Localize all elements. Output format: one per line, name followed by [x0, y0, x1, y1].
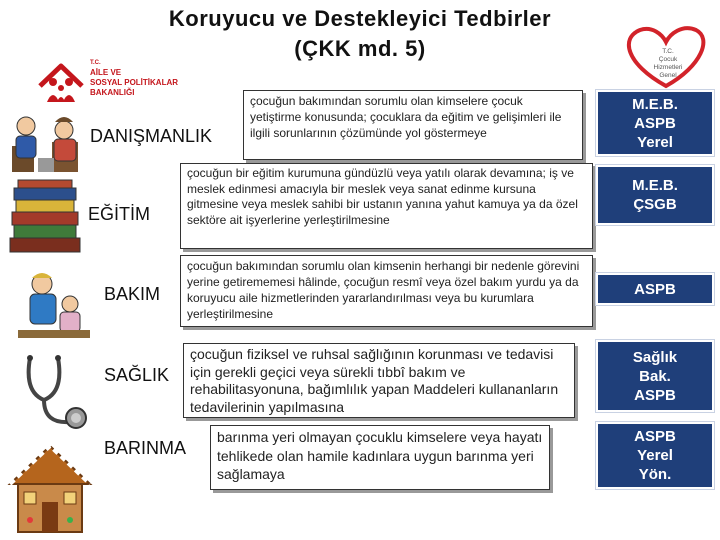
- measure-description-counseling: çocuğun bakımından sorumlu olan kimselere çocuk yetiştirme konusunda; çocuklara da eğitim ve gelişimleri ile ilgili sorunlarının çözümünde yol göstermeye: [243, 90, 583, 160]
- measure-label-education: EĞİTİM: [88, 204, 150, 224]
- measure-label-counseling: DANIŞMANLIK: [90, 126, 213, 146]
- measure-description-care: çocuğun bakımından sorumlu olan kimsenin herhangi bir nedenle görevini yerine getirememesi hâlinde, çocuğun resmî veya özel bakım yurdu ya da koruyucu aile hizmetlerinden yararlandırılması veya bu kurumlara yerleştirilmesine: [180, 255, 593, 327]
- responsible-badge-care: ASPB: [596, 273, 714, 305]
- measure-description-education: çocuğun bir eğitim kurumuna gündüzlü veya yatılı olarak devamına; iş ve meslek edinmesi amacıyla bir meslek veya sanat edinme kursuna gitmesine veya meslek sahibi bir ustanın yanına yahut kamuya ya da özel sektöre ait işyerlerine yerleştirilmesine: [180, 163, 593, 249]
- stethoscope-illustration-icon: [10, 352, 100, 434]
- ministry-name: T.C. AİLE VE SOSYAL POLİTİKALAR BAKANLIĞI: [90, 60, 179, 97]
- measure-label-health: SAĞLIK: [104, 365, 170, 385]
- measure-description-health: çocuğun fiziksel ve ruhsal sağlığının korunması ve tedavisi için gerekli geçici veya sürekli tıbbî bakım ve rehabilitasyonuna, bağımlılık yapan Maddeleri kullananların tedavilerinin yapılmasına: [183, 343, 575, 418]
- responsible-badge-shelter: ASPB Yerel Yön.: [596, 422, 714, 489]
- responsible-badge-education: M.E.B. ÇSGB: [596, 165, 714, 225]
- child-services-logo: [606, 20, 718, 90]
- family-emblem-icon: [36, 58, 86, 104]
- slide-subtitle: (ÇKK md. 5): [294, 36, 426, 61]
- gingerbread-house-illustration-icon: [4, 440, 96, 538]
- counseling-illustration-icon: [8, 108, 88, 180]
- child-services-name: T.C. Çocuk Hizmetleri Genel: [653, 48, 683, 79]
- responsible-badge-health: Sağlık Bak. ASPB: [596, 340, 714, 412]
- care-illustration-icon: [14, 268, 94, 348]
- measure-label-care: BAKIM: [104, 284, 161, 304]
- measure-description-shelter: barınma yeri olmayan çocuklu kimselere veya hayatı tehlikede olan hamile kadınlara uygun barınma yeri sağlamaya: [210, 425, 550, 490]
- measure-label-shelter: BARINMA: [104, 438, 187, 458]
- slide-title: Koruyucu ve Destekleyici Tedbirler: [168, 6, 552, 31]
- ministry-logo: [30, 50, 210, 112]
- books-illustration-icon: [4, 178, 86, 258]
- responsible-badge-counseling: M.E.B. ASPB Yerel: [596, 90, 714, 156]
